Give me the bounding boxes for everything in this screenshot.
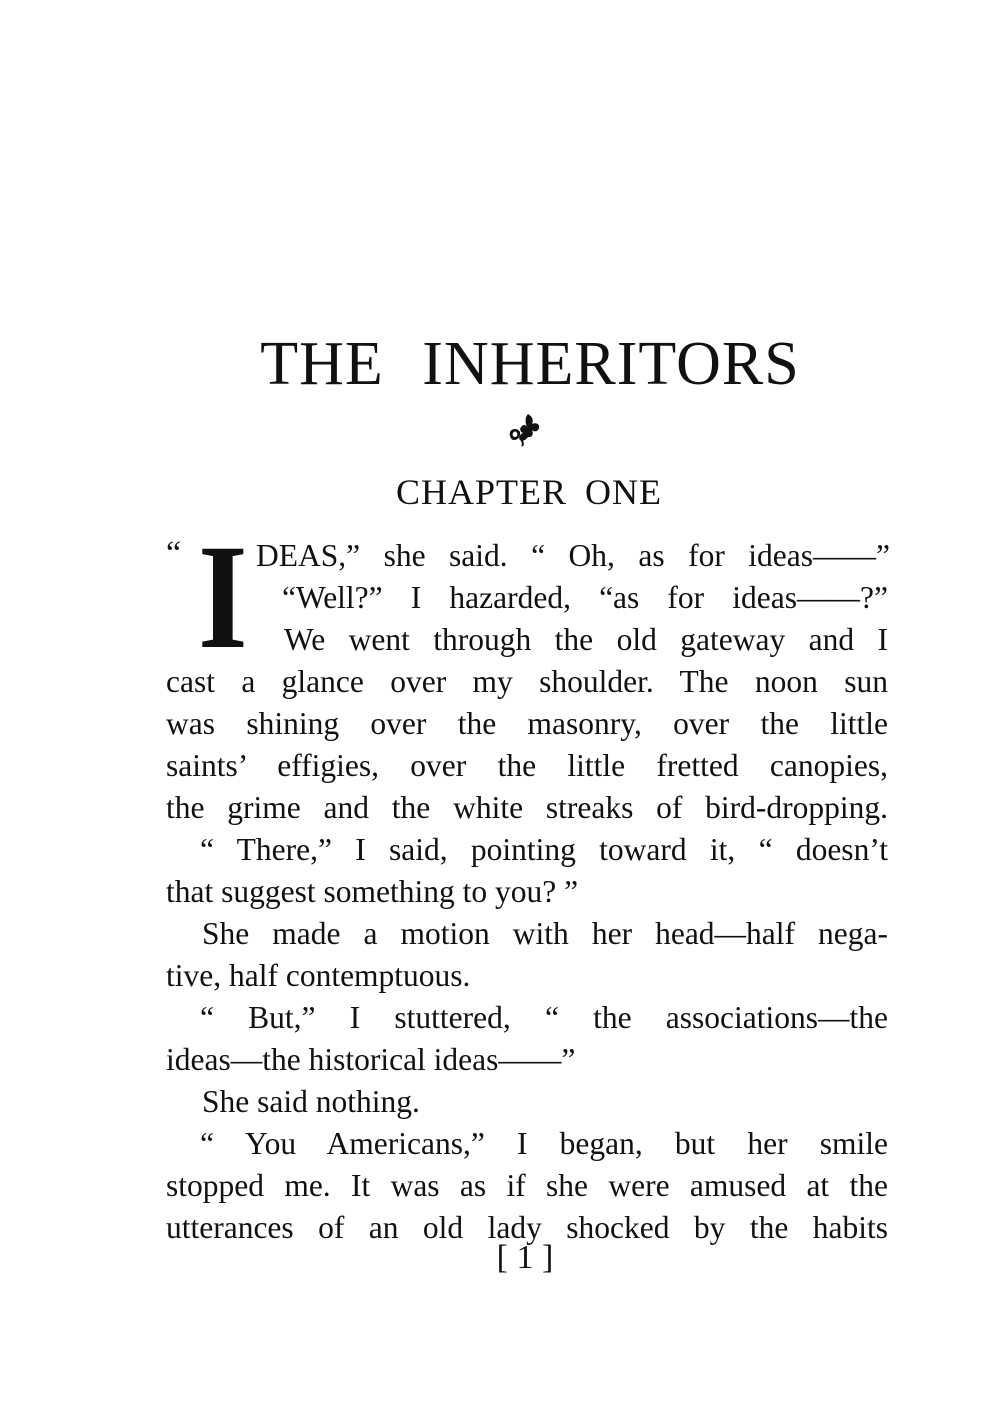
drop-cap: I	[198, 514, 248, 680]
text-line: “ There,” I said, pointing toward it, “ doesn’t	[200, 832, 888, 867]
page-number: [ 1 ]	[496, 1239, 554, 1276]
text-line: She made a motion with her head—half nega-	[202, 916, 888, 951]
text-line: tive, half contemptuous.	[166, 958, 471, 993]
text-line: saints’ effigies, over the little fretted canopies,	[166, 748, 888, 783]
opening-quote-mark: “	[166, 535, 182, 572]
text-line: cast a glance over my shoulder. The noon sun	[166, 664, 888, 699]
text-line: “ But,” I stuttered, “ the associations—the	[200, 1000, 888, 1035]
text-line: We went through the old gateway and I	[284, 622, 888, 657]
text-line: “ You Americans,” I began, but her smile	[200, 1126, 888, 1161]
book-title: THE INHERITORS	[260, 330, 800, 398]
text-line: “Well?” I hazarded, “as for ideas——?”	[282, 580, 888, 615]
text-line: She said nothing.	[202, 1084, 420, 1119]
chapter-heading: CHAPTER ONE	[395, 472, 662, 512]
text-line: utterances of an old lady shocked by the habits	[166, 1210, 888, 1245]
text-line: stopped me. It was as if she were amused at the	[166, 1168, 888, 1203]
text-line: was shining over the masonry, over the little	[166, 706, 888, 741]
text-line: the grime and the white streaks of bird-dropping.	[166, 790, 888, 825]
text-line: that suggest something to you? ”	[166, 874, 579, 909]
fleuron-ornament-icon	[506, 412, 550, 448]
text-line: ideas—the historical ideas——”	[166, 1042, 576, 1077]
text-line: DEAS,” she said. “ Oh, as for ideas——”	[256, 538, 890, 573]
